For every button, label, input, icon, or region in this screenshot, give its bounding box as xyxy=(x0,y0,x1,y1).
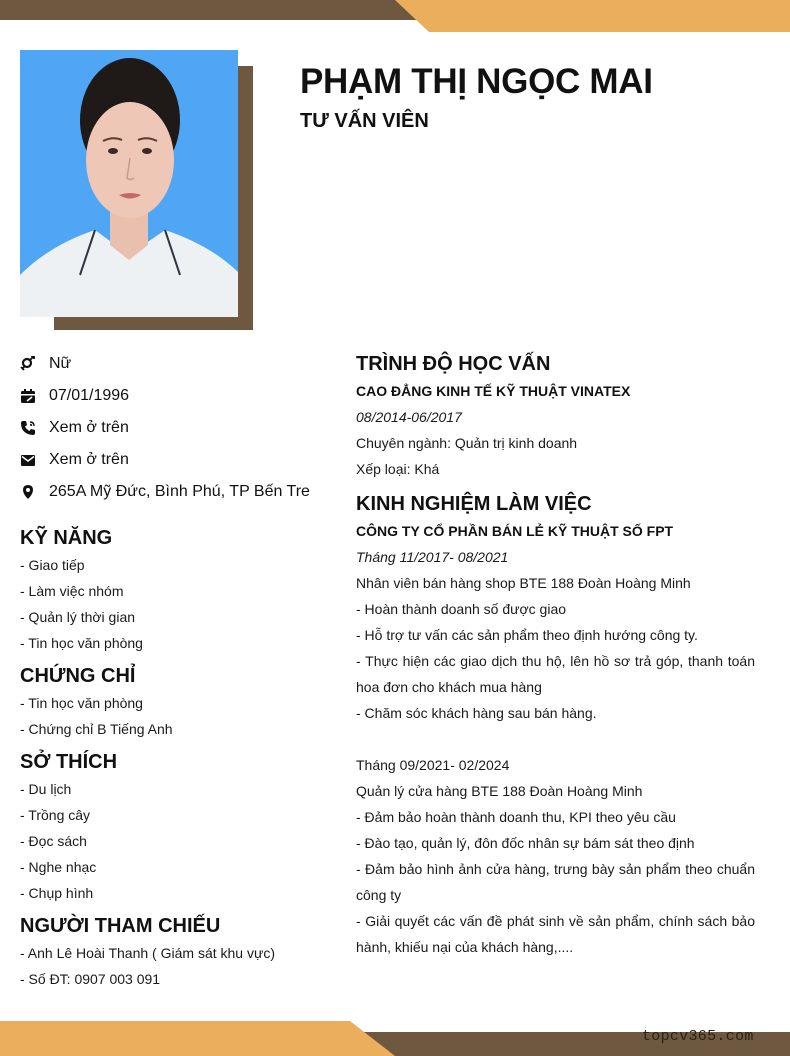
job-role: Quản lý cửa hàng BTE 188 Đoàn Hoàng Minh xyxy=(356,783,643,799)
company-name: CÔNG TY CỔ PHẦN BÁN LẺ KỸ THUẬT SỐ FPT xyxy=(356,523,674,539)
education-period: 08/2014-06/2017 xyxy=(356,409,462,425)
certificates-heading: CHỨNG CHỈ xyxy=(20,665,136,687)
skill-item: - Tin học văn phòng xyxy=(20,635,143,651)
phone-icon xyxy=(20,420,36,436)
education-section xyxy=(356,350,755,482)
education-major: Chuyên ngành: Quản trị kinh doanh xyxy=(356,435,578,451)
address-value: 265A Mỹ Đức, Bình Phú, TP Bến Tre xyxy=(49,483,310,500)
reference-item: - Anh Lê Hoài Thanh ( Giám sát khu vực) xyxy=(20,945,276,961)
left-column xyxy=(20,524,330,998)
contact-email xyxy=(20,444,340,476)
job-duty: - Đảm bảo hình ảnh cửa hàng, trưng bày sản phẩm theo chuẩn công ty xyxy=(356,861,755,903)
watermark: topcv365.com xyxy=(642,1028,754,1045)
right-column xyxy=(356,350,755,968)
job-duty: - Chăm sóc khách hàng sau bán hàng. xyxy=(356,705,597,721)
phone-value: Xem ở trên xyxy=(49,419,129,436)
calendar-icon xyxy=(20,388,36,404)
job-duty: - Hỗ trợ tư vấn các sản phẩm theo định hướng công ty. xyxy=(356,627,698,643)
top-band-brown xyxy=(0,0,430,20)
gender-value: Nữ xyxy=(49,355,72,372)
contact-address xyxy=(20,476,340,508)
email-value: Xem ở trên xyxy=(49,451,129,468)
top-band-orange xyxy=(395,0,790,32)
job-role: Nhân viên bán hàng shop BTE 188 Đoàn Hoàng Minh xyxy=(356,575,691,591)
reference-item: - Số ĐT: 0907 003 091 xyxy=(20,971,161,987)
candidate-position: TƯ VẤN VIÊN xyxy=(300,110,429,132)
gender-icon xyxy=(20,356,36,372)
education-grade: Xếp loại: Khá xyxy=(356,461,440,477)
hobby-item: - Chụp hình xyxy=(20,885,94,901)
email-icon xyxy=(20,452,36,468)
education-heading: TRÌNH ĐỘ HỌC VẤN xyxy=(356,353,551,375)
references-section xyxy=(20,912,330,992)
certificates-section xyxy=(20,662,330,742)
skills-heading: KỸ NĂNG xyxy=(20,527,113,549)
experience-section xyxy=(356,490,755,960)
hobby-item: - Nghe nhạc xyxy=(20,859,97,875)
job-period: Tháng 11/2017- 08/2021 xyxy=(356,549,509,565)
contact-gender xyxy=(20,348,340,380)
bottom-band-orange xyxy=(0,1021,395,1056)
skill-item: - Giao tiếp xyxy=(20,557,85,573)
job-duty: - Thực hiện các giao dịch thu hộ, lên hồ sơ trả góp, thanh toán hoa đơn cho khách mua hàng xyxy=(356,653,755,695)
hobby-item: - Du lịch xyxy=(20,781,72,797)
hobby-item: - Đọc sách xyxy=(20,833,87,849)
profile-photo xyxy=(20,50,238,317)
job-duty: - Giải quyết các vấn đề phát sinh về sản phẩm, chính sách bảo hành, khiếu nại của khách hàng,.... xyxy=(356,913,755,955)
hobby-item: - Trồng cây xyxy=(20,807,91,823)
certificate-item: - Tin học văn phòng xyxy=(20,695,143,711)
skill-item: - Làm việc nhóm xyxy=(20,583,124,599)
skill-item: - Quản lý thời gian xyxy=(20,609,136,625)
references-heading: NGƯỜI THAM CHIẾU xyxy=(20,915,221,937)
portrait-illustration xyxy=(20,50,238,317)
job-period: Tháng 09/2021- 02/2024 xyxy=(356,757,510,773)
spacer xyxy=(356,726,755,752)
candidate-name: PHẠM THỊ NGỌC MAI xyxy=(300,62,653,101)
hobbies-heading: SỞ THÍCH xyxy=(20,751,118,773)
job-duty: - Đảm bảo hoàn thành doanh thu, KPI theo yêu cầu xyxy=(356,809,676,825)
job-duty: - Đào tạo, quản lý, đôn đốc nhân sự bám sát theo định xyxy=(356,835,695,851)
birthday-value: 07/01/1996 xyxy=(49,387,130,404)
contact-phone xyxy=(20,412,340,444)
skills-section xyxy=(20,524,330,656)
contact-info xyxy=(20,348,340,508)
experience-heading: KINH NGHIỆM LÀM VIỆC xyxy=(356,493,592,515)
school-name: CAO ĐẲNG KINH TẾ KỸ THUẬT VINATEX xyxy=(356,383,631,399)
job-duty: - Hoàn thành doanh số được giao xyxy=(356,601,567,617)
contact-birthday xyxy=(20,380,340,412)
location-icon xyxy=(20,484,36,500)
hobbies-section xyxy=(20,748,330,906)
certificate-item: - Chứng chỉ B Tiếng Anh xyxy=(20,721,173,737)
